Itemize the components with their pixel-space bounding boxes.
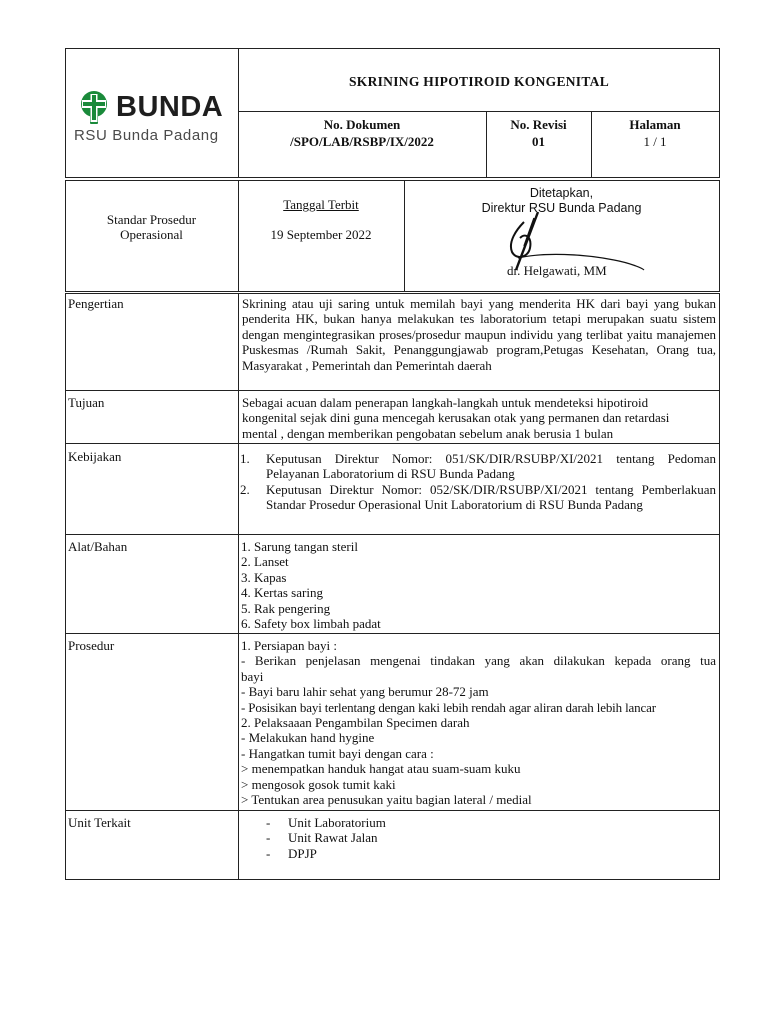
list-item: - Unit Laboratorium — [266, 815, 386, 830]
label-alat: Alat/Bahan — [68, 539, 128, 554]
approval-title: Direktur RSU Bunda Padang — [481, 201, 642, 216]
revision-cell — [486, 117, 591, 150]
logo-subtitle: RSU Bunda Padang — [74, 127, 219, 144]
issue-date-label: Tanggal Terbit — [283, 197, 359, 212]
revision-label: No. Revisi — [510, 117, 567, 132]
page-label: Halaman — [629, 117, 681, 132]
label-kebijakan: Kebijakan — [68, 449, 122, 464]
list-item: 6. Safety box limbah padat — [241, 616, 381, 632]
list-item: 1. Keputusan Direktur Nomor: 051/SK/DIR/RSUBP/XI/2021 tentang Pedoman Pelayanan Laboratorium di RSU Bunda Padang — [240, 451, 716, 482]
logo-brand: BUNDA — [116, 91, 224, 123]
page-cell — [591, 117, 719, 150]
label-unit: Unit Terkait — [68, 815, 131, 830]
list-item: 3. Kapas — [241, 569, 287, 585]
list-item: - DPJP — [266, 845, 317, 861]
doc-number-cell — [238, 117, 486, 150]
list-item: 2. Keputusan Direktur Nomor: 052/SK/DIR/RSUBP/XI/2021 tentang Pemberlakuan Standar Prosedur Operasional Unit Laboratorium di RSU Bunda Padang — [240, 481, 716, 513]
label-prosedur: Prosedur — [68, 638, 115, 653]
list-item: 4. Kertas saring — [241, 585, 323, 601]
approval-label: Ditetapkan, — [529, 186, 594, 200]
document-type: Standar Prosedur Operasional — [106, 212, 197, 243]
doc-number-value: /SPO/LAB/RSBP/IX/2022 — [290, 134, 434, 150]
issue-date-cell — [238, 197, 404, 243]
issue-date-value: 19 September 2022 — [270, 227, 372, 243]
doc-number-label: No. Dokumen — [323, 117, 401, 132]
signatory-name: dr. Helgawati, MM — [507, 263, 607, 278]
list-item: 1. Sarung tangan steril — [241, 539, 358, 554]
list-item: - Unit Rawat Jalan — [266, 830, 378, 846]
medical-cross-icon — [76, 90, 112, 126]
document-title: SKRINING HIPOTIROID KONGENITAL — [348, 74, 610, 89]
list-item: 2. Lanset — [241, 554, 289, 570]
text-pengertian: Skrining atau uji saring untuk memilah bayi yang menderita HK dari bayi yang bukan penderita HK, bukan hanya melakukan tes laboratorium tetapi merupakan suatu sistem dengan mengintegrasikan proses/prosedur maupun individu yang terlibat yaitu manajemen Puskesmas /Rumah Sakit, Penanggungjawab program,Petugas Kesehatan, Orang tua, Masyarakat , Pemerintah dan Pemerintah daerah — [242, 296, 716, 373]
text-prosedur: 1. Persiapan bayi : - Berikan penjelasan mengenai tindakan yang akan dilakukan kepada orang tua bayi - Bayi baru lahir sehat yang berumur 28-72 jam - Posisikan bayi terlentang dengan kaki lebih rendah agar aliran darah lebih lancar 2. Pelaksaaan Pengambilan Specimen darah - Melakukan hand hygine - Hangatkan tumit bayi dengan cara : > menempatkan handuk hangat atau suam-suam kuku > mengosok gosok tumit kaki > Tentukan area penusukan yaitu bagian lateral / medial — [241, 638, 716, 808]
label-pengertian: Pengertian — [68, 296, 124, 311]
list-kebijakan — [240, 451, 716, 513]
list-item: 5. Rak pengering — [241, 600, 331, 616]
hospital-logo — [74, 88, 238, 150]
list-unit — [240, 815, 714, 861]
revision-value: 01 — [532, 134, 545, 150]
text-tujuan: Sebagai acuan dalam penerapan langkah-langkah untuk mendeteksi hipotiroid kongenital sejak dini guna mencegah kerusakan otak yang permanen dan retardasi mental , dengan memberikan pengobatan sebelum anak berusia 1 bulan — [242, 395, 670, 441]
page-value: 1 / 1 — [643, 134, 667, 150]
list-alat — [241, 539, 715, 631]
label-tujuan: Tujuan — [68, 395, 105, 410]
